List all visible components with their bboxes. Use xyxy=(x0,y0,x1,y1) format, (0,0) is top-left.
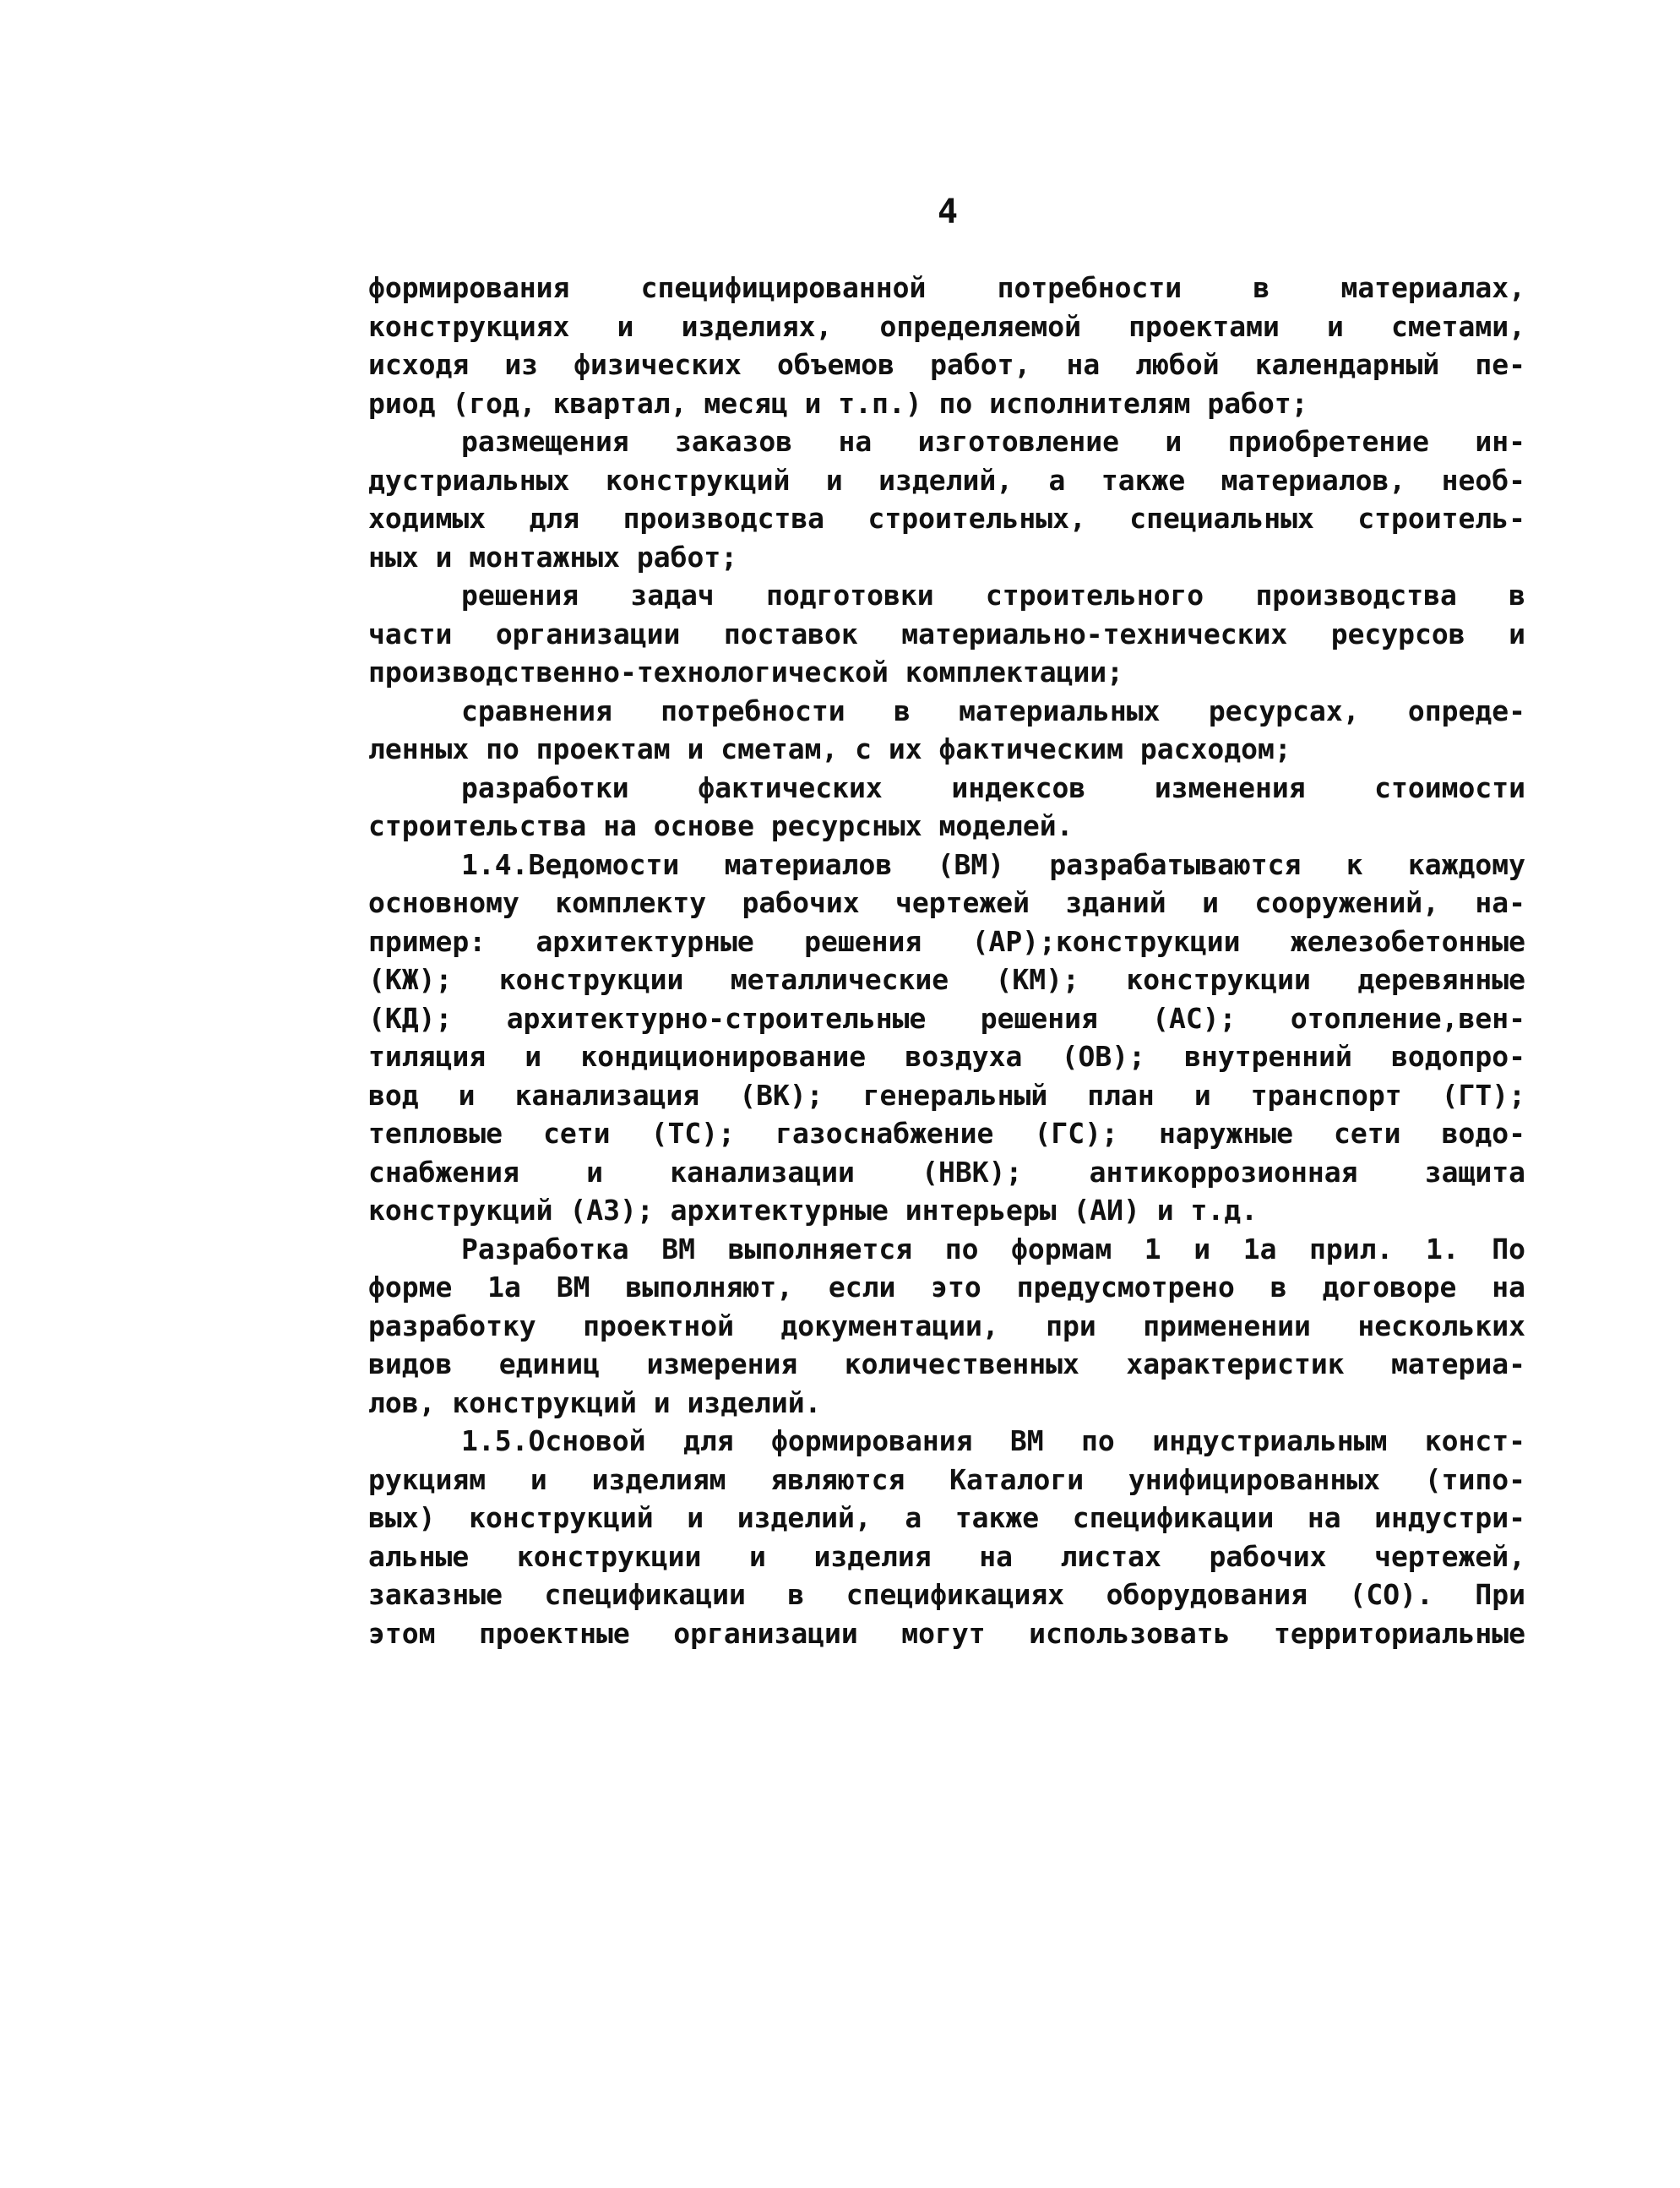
text-line: альные конструкции и изделия на листах рабочих чертежей, xyxy=(368,1539,1525,1573)
text-line: заказные спецификации в спецификациях оборудования (СО). При xyxy=(368,1578,1525,1611)
text-line: основному комплекту рабочих чертежей зданий и сооружений, на- xyxy=(368,886,1525,919)
text-line: формирования специфицированной потребности в материалах, xyxy=(368,271,1525,304)
text-line: риод (год, квартал, месяц и т.п.) по исполнителям работ; xyxy=(368,386,1308,420)
text-line: тепловые сети (ТС); газоснабжение (ГС); наружные сети водо- xyxy=(368,1117,1525,1150)
text-line: исходя из физических объемов работ, на любой календарный пе- xyxy=(368,348,1525,381)
text-line: Разработка ВМ выполняется по формам 1 и 1а прил. 1. По xyxy=(461,1232,1525,1265)
text-line: разработки фактических индексов изменения стоимости xyxy=(461,770,1525,804)
text-line: размещения заказов на изготовление и приобретение ин- xyxy=(461,425,1525,458)
text-line: (КД); архитектурно-строительные решения (АС); отопление,вен- xyxy=(368,1001,1525,1035)
text-line: разработку проектной документации, при применении нескольких xyxy=(368,1309,1525,1342)
text-line: дустриальных конструкций и изделий, а также материалов, необ- xyxy=(368,463,1525,497)
text-line: 1.5.Основой для формирования ВМ по индустриальным конст- xyxy=(461,1424,1525,1457)
text-line: конструкциях и изделиях, определяемой проектами и сметами, xyxy=(368,309,1525,343)
text-line: вод и канализация (ВК); генеральный план и транспорт (ГТ); xyxy=(368,1078,1525,1112)
text-line: сравнения потребности в материальных ресурсах, опреде- xyxy=(461,694,1525,727)
text-line: ходимых для производства строительных, специальных строитель- xyxy=(368,502,1525,535)
text-line: форме 1а ВМ выполняют, если это предусмотрено в договоре на xyxy=(368,1271,1525,1304)
text-line: (КЖ); конструкции металлические (КМ); конструкции деревянные xyxy=(368,963,1525,996)
text-line: 1.4.Ведомости материалов (ВМ) разрабатываются к каждому xyxy=(461,847,1525,881)
text-line: видов единиц измерения количественных характеристик материа- xyxy=(368,1347,1525,1380)
text-line: этом проектные организации могут использовать территориальные xyxy=(368,1616,1525,1650)
text-line: производственно-технологической комплектации; xyxy=(368,656,1124,689)
text-line: снабжения и канализации (НВК); антикоррозионная защита xyxy=(368,1155,1525,1189)
page-number: 4 xyxy=(938,193,960,231)
text-line: вых) конструкций и изделий, а также спецификации на индустри- xyxy=(368,1501,1525,1534)
text-line: лов, конструкций и изделий. xyxy=(368,1385,822,1419)
text-line: части организации поставок материально-технических ресурсов и xyxy=(368,617,1525,650)
text-line: тиляция и кондиционирование воздуха (ОВ); внутренний водопро- xyxy=(368,1040,1525,1073)
text-line: решения задач подготовки строительного производства в xyxy=(461,579,1525,612)
text-line: конструкций (АЗ); архитектурные интерьеры (АИ) и т.д. xyxy=(368,1194,1258,1227)
text-line: пример: архитектурные решения (АР);конструкции железобетонные xyxy=(368,924,1525,958)
text-line: ленных по проектам и сметам, с их фактическим расходом; xyxy=(368,732,1291,765)
body-text xyxy=(368,269,1525,1652)
text-line: строительства на основе ресурсных моделей. xyxy=(368,809,1074,842)
text-line: рукциям и изделиям являются Каталоги унифицированных (типо- xyxy=(368,1462,1525,1496)
text-line: ных и монтажных работ; xyxy=(368,540,738,574)
